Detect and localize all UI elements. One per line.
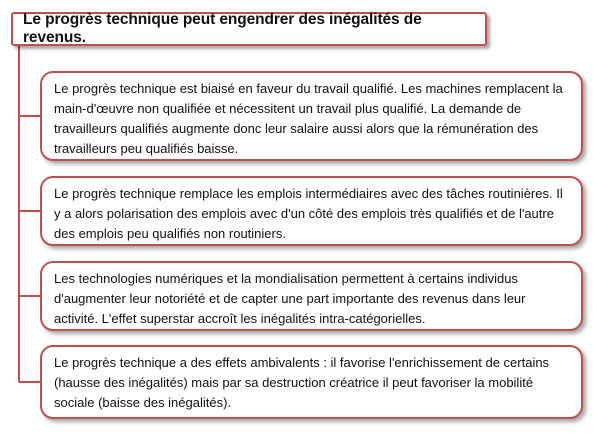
card-job-polarisation xyxy=(40,176,583,246)
card-text: Le progrès technique est biaisé en faveur du travail qualifié. Les machines remplacent la main-d'œuvre non qualifiée et nécessitent un travail plus qualifié. La demande de travailleurs qualifiés augmente donc leur salaire aussi alors que la rémunération des travailleurs peu qualifiés baisse. xyxy=(54,81,563,156)
card-superstar-effect xyxy=(40,261,583,331)
diagram-title-text: Le progrès technique peut engendrer des inégalités de revenus. xyxy=(23,11,422,46)
diagram-title xyxy=(11,12,487,46)
card-text: Le progrès technique a des effets ambivalents : il favorise l'enrichissement de certains (hausse des inégalités) mais par sa destruction créatrice il peut favoriser la mobilité sociale (baisse des inégalités). xyxy=(54,355,550,410)
card-text: Les technologies numériques et la mondialisation permettent à certains individus d'augmenter leur notoriété et de capter une part importante des revenus dans leur activité. L'effet superstar accroît les inégalités intra-catégorielles. xyxy=(54,271,526,326)
card-text: Le progrès technique remplace les emplois intermédiaires avec des tâches routinières. Il y a alors polarisation des emplois avec d'un côté des emplois très qualifiés et de l'autre des emplois peu qualifiés non routiniers. xyxy=(54,186,563,241)
card-ambivalent-effects xyxy=(40,345,583,419)
card-skill-biased xyxy=(40,71,583,161)
